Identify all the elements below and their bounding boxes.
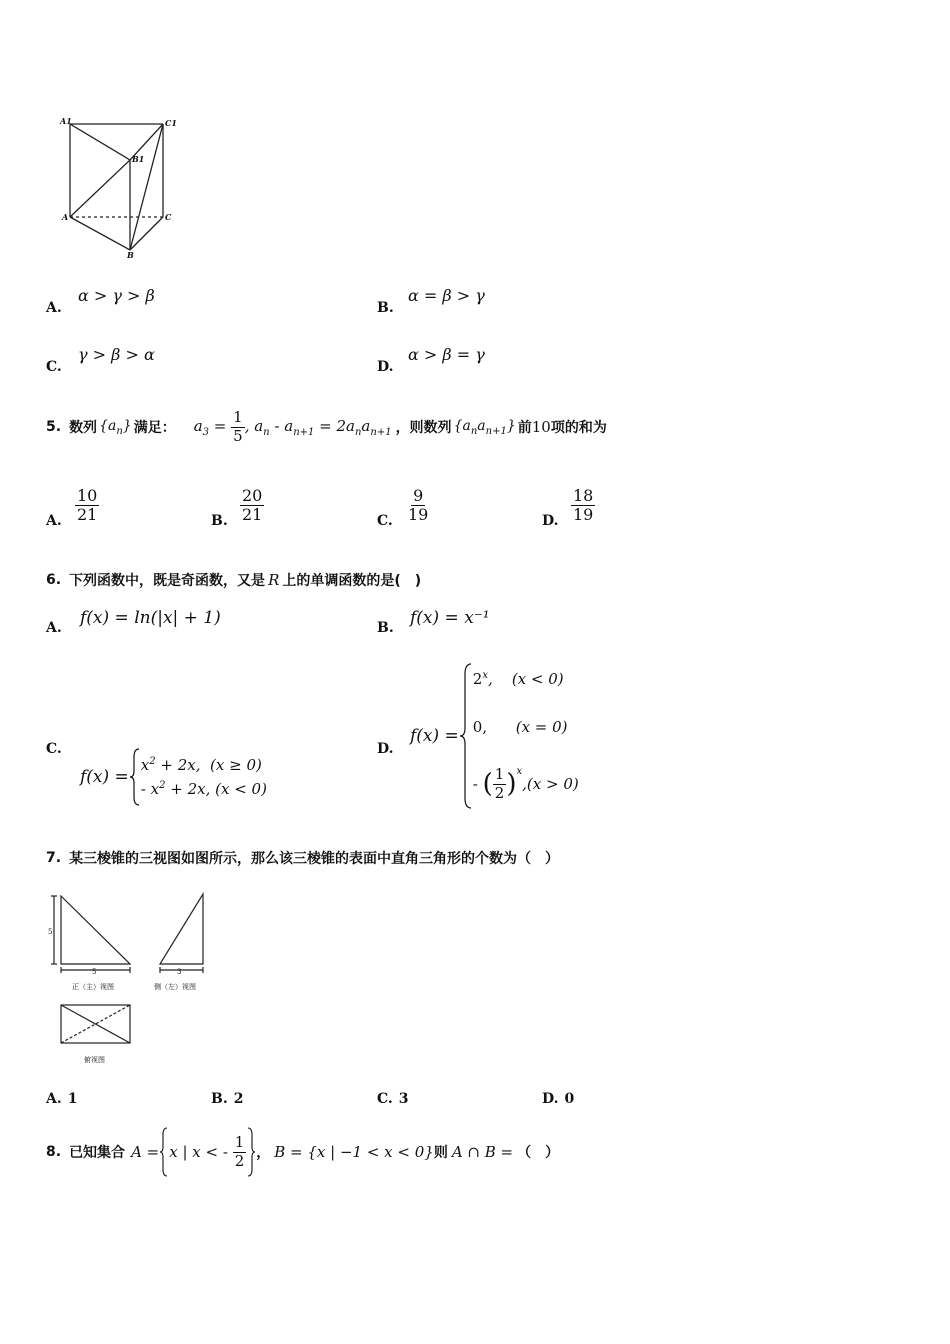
top-view-caption: 俯视图	[84, 1056, 105, 1064]
q6-option-a[interactable]: f(x) = ln(|x| + 1)	[80, 608, 221, 628]
side-view	[160, 894, 203, 973]
question-6	[46, 570, 421, 590]
label-A1: A1	[60, 116, 72, 126]
q8-set-a: A = x | x < - $\frac{1}{2}$	[131, 1126, 256, 1178]
q8-text1: 已知集合	[69, 1145, 126, 1161]
q6-text1: 下列函数中，既是奇函数，又是	[69, 573, 266, 589]
q4-option-d-label: D.	[377, 359, 394, 375]
q6-option-d-label: D.	[377, 741, 394, 757]
q6-number: 6.	[46, 572, 62, 588]
q5-condition: $a_3$ = $\frac{1}{5}$ , $a_n - a_{n+1} = 2a_na_{n+1}$	[193, 408, 392, 445]
q7-option-a[interactable]: A. 1	[46, 1091, 78, 1107]
question-8	[46, 1124, 559, 1180]
q8-expr: A ∩ B =	[451, 1143, 514, 1161]
q6-option-c[interactable]: f(x) = $x^2 + 2x$, (x ≥ 0) - $x^2 + 2x$, (x < 0)	[80, 747, 267, 807]
q4-option-a-label: A.	[46, 300, 62, 316]
q5-option-a[interactable]: $\frac{10}{21}$	[77, 486, 98, 525]
q5-text1: 数列	[69, 420, 98, 436]
question-7	[46, 848, 559, 868]
q7-text: 某三棱锥的三视图如图所示，那么该三棱锥的表面中直角三角形的个数为（ ）	[69, 851, 560, 867]
q8-set-b: B = {x | −1 < x < 0}	[274, 1143, 434, 1161]
q4-option-c[interactable]: γ > β > α	[78, 345, 155, 364]
q5-option-c[interactable]: $\frac{9}{19}$	[408, 486, 429, 525]
label-B1: B1	[132, 154, 145, 164]
q5-number: 5.	[46, 419, 62, 435]
q8-tail: （ ）	[517, 1145, 560, 1161]
label-A: A	[62, 212, 69, 222]
q5-option-a-label: A.	[46, 513, 62, 529]
q4-option-c-label: C.	[46, 359, 62, 375]
q7-number: 7.	[46, 850, 62, 866]
q5-seq2: $\{a_na_{n+1}\}$	[453, 417, 516, 437]
prism-figure	[55, 112, 185, 264]
q5-text5: 项的和为	[550, 420, 607, 436]
label-C1: C1	[165, 118, 177, 128]
q6-R: R	[268, 571, 280, 589]
question-5	[46, 403, 607, 451]
left-brace-icon	[459, 662, 473, 810]
q5-count: 10	[531, 418, 551, 436]
label-C: C	[165, 212, 172, 222]
q5-option-d[interactable]: $\frac{18}{19}$	[573, 486, 594, 525]
side-view-caption: 侧（左）视图	[154, 983, 196, 991]
front-width-dim: 5	[92, 968, 97, 976]
label-B: B	[127, 250, 134, 260]
q5-text4: 前	[517, 420, 532, 436]
q6-option-c-label: C.	[46, 741, 62, 757]
q8-number: 8.	[46, 1144, 62, 1160]
q5-option-c-label: C.	[377, 513, 393, 529]
left-brace-icon	[129, 747, 141, 807]
q6-option-b-label: B.	[377, 620, 394, 636]
q5-option-b-label: B.	[211, 513, 228, 529]
front-height-dim: 5	[48, 928, 53, 936]
q7-option-d[interactable]: D. 0	[542, 1091, 575, 1107]
side-width-dim: 3	[177, 968, 182, 976]
q6-text2: 上的单调函数的是( )	[282, 573, 422, 589]
q8-text2: 则	[433, 1145, 448, 1161]
q5-option-b[interactable]: $\frac{20}{21}$	[242, 486, 263, 525]
q5-seq: $\{a_n\}$	[99, 417, 132, 437]
q4-option-d[interactable]: α > β = γ	[408, 345, 485, 364]
three-views-figure	[48, 888, 218, 1068]
q4-option-b-label: B.	[377, 300, 394, 316]
left-brace-icon	[159, 1126, 169, 1178]
q8-comma: ，	[256, 1145, 271, 1161]
q6-option-b[interactable]: f(x) = x⁻¹	[410, 608, 490, 628]
q5-text2: 满足：	[133, 420, 176, 436]
q5-text3: ，则数列	[395, 420, 452, 436]
q6-option-d[interactable]: f(x) = $2^x$, (x < 0) 0, (x = 0) - ( $\frac{1}{2}$ ) $^x$ ,(x > 0)	[410, 662, 579, 810]
top-view	[61, 1005, 130, 1043]
q7-option-c[interactable]: C. 3	[377, 1091, 409, 1107]
front-view	[51, 896, 130, 973]
q4-option-a[interactable]: α > γ > β	[78, 286, 155, 305]
q4-option-b[interactable]: α = β > γ	[408, 286, 485, 305]
q5-option-d-label: D.	[542, 513, 559, 529]
q6-option-a-label: A.	[46, 620, 62, 636]
front-view-caption: 正（主）视图	[72, 983, 114, 991]
q7-option-b[interactable]: B. 2	[211, 1091, 244, 1107]
right-brace-icon	[246, 1126, 256, 1178]
